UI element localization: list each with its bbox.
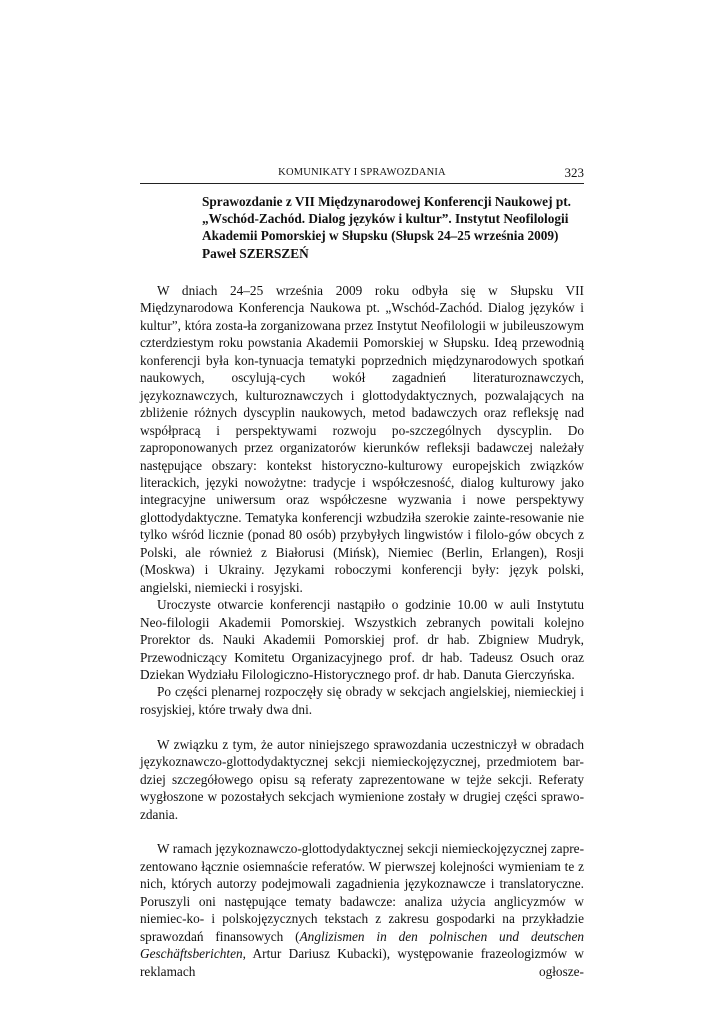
body-paragraph: W dniach 24–25 września 2009 roku odbyła się w Słupsku VII Międzynarodowa Konferencja Naukowa pt. „Wschód-Zachód. Dialog języków i kultur”, która zosta-ła zorganizowana przez Instytut Neofilologii w jubileuszowym czterdziestym roku powstania Akademii Pomorskiej w Słupsku. Ideą przewodnią konferencji była kon-tynuacja tematyki poprzednich międzynarodowych spotkań naukowych, oscylują-cych wokół zagadnień literaturoznawczych, językoznawczych, kulturoznawczych i glottodydaktycznych, pozwalających na zbliżenie różnych dyscyplin naukowych, metod badawczych oraz refleksję nad współpracą i perspektywami rozwoju po-szczególnych dyscyplin. Do zaproponowanych przez organizatorów kierunków refleksji badawczej należały następujące obszary: kontekst historyczno-kulturowy europejskich związków literackich, języki nowożytne: tradycje i współczesność, dialog kulturowy jako integracyjne uniwersum oraz współczesne wyzwania i nowe perspektywy glottodydaktyczne. Tematyka konferencji wzbudziła szerokie zainte-resowanie nie tylko wśród licznie (ponad 80 osób) przybyłych lingwistów i filolo-gów obcych z Polski, ale również z Białorusi (Mińsk), Niemiec (Berlin, Erlangen), Rosji (Moskwa) i Ukrainy. Językami roboczymi konferencji były: język polski, angielski, niemiecki i rosyjski. — [140, 283, 584, 595]
title-line: Akademii Pomorskiej w Słupsku (Słupsk 24–25 września 2009) — [202, 228, 559, 244]
body-paragraph: Po części plenarnej rozpoczęły się obrady w sekcjach angielskiej, niemieckiej i rosyjskiej, które trwały dwa dni. — [140, 684, 584, 717]
title-line: Sprawozdanie z VII Międzynarodowej Konferencji Naukowej pt. — [202, 194, 571, 209]
title-line: „Wschód-Zachód. Dialog języków i kultur”. Instytut Neofilologii — [202, 211, 569, 227]
running-header — [140, 165, 584, 185]
header-rule — [140, 183, 584, 184]
paragraph-text: , Artur Dariusz Kubacki), występowanie frazeologizmów w reklamach ogłosze- — [140, 946, 584, 979]
body-paragraph: W związku z tym, że autor niniejszego sprawozdania uczestniczył w obradach językoznawczo-glottodydaktycznej sekcji niemieckojęzycznej, przedmiotem bar-dziej szczegółowego opisu są referaty zaprezentowane w tejże sekcji. Referaty wygłoszone w pozostałych sekcjach wymienione zostały w drugiej części sprawo-zdania. — [140, 736, 584, 822]
paragraph-text: W ramach językoznawczo-glottodydaktycznej sekcji niemieckojęzycznej zapre-zentowano łącznie osiemnaście referatów. W pierwszej kolejności wymieniam te z nich, których autorzy podejmowali zagadnienia językoznawcze i translatoryczne. Poruszyli oni następujące tematy badawcze: analiza użycia anglicyzmów w niemiec-ko- i polskojęzycznych tekstach z zakresu gospodarki na przykładzie sprawozdań finansowych ( — [140, 841, 584, 944]
cited-title: Anglizismen in den polnischen und deutschen Geschäftsberichten — [140, 928, 585, 962]
author-name: Paweł SZERSZEŃ — [202, 245, 309, 261]
body-paragraph: Uroczyste otwarcie konferencji nastąpiło o godzinie 10.00 w auli Instytutu Neo-filologii Akademii Pomorskiej. Wszystkich zebranych powitali kolejno Prorektor ds. Nauki Akademii Pomorskiej prof. dr hab. Zbigniew Mudryk, Przewodniczący Komitetu Organizacyjnego prof. dr hab. Tadeusz Osuch oraz Dziekan Wydziału Filologiczno-Historycznego prof. dr hab. Danuta Gierczyńska. — [140, 597, 584, 682]
running-title: KOMUNIKATY I SPRAWOZDANIA — [278, 167, 446, 178]
article-body — [140, 282, 584, 980]
article-title — [202, 193, 592, 262]
page-number: 323 — [564, 165, 584, 180]
body-paragraph-last — [140, 840, 584, 980]
